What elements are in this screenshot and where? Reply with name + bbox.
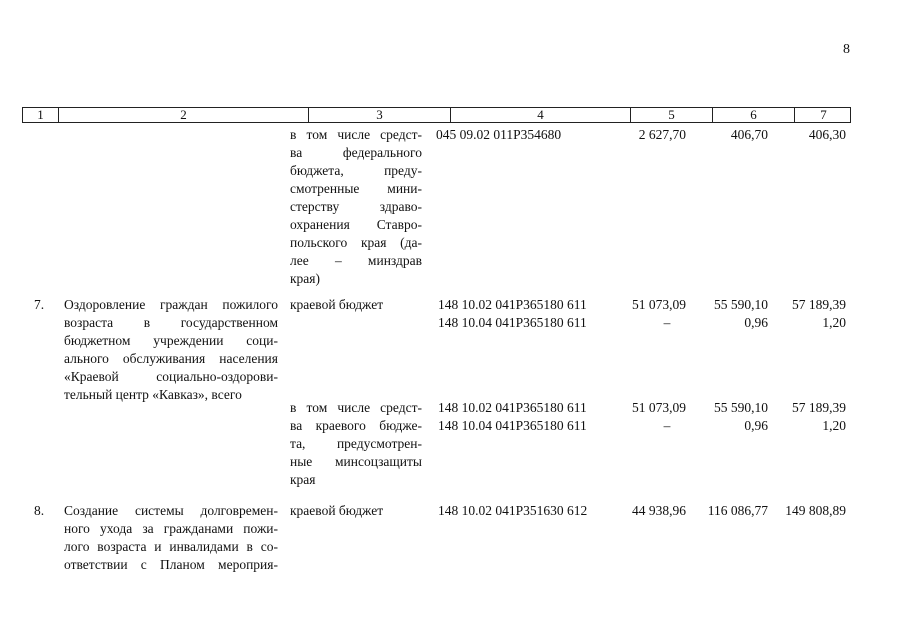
item-number: 7. <box>34 297 45 312</box>
col7-value: 406,30 <box>808 127 846 142</box>
funding-source-cell: в том числе средст- ва федерального бюджета, преду- смотренные мини- стерству здраво- охранения Ставро- польского края (да- лее – минздрав края) <box>290 127 422 286</box>
budget-code-cell: 148 10.02 041Р365180 611 148 10.04 041Р365180 611 <box>438 400 587 433</box>
funding-source-cell: краевой бюджет <box>290 297 384 312</box>
col7-value: 149 808,89 <box>785 503 846 518</box>
budget-code-cell: 045 09.02 011Р354680 <box>436 127 562 142</box>
col7-value: 57 189,39 1,20 <box>792 297 846 330</box>
col7-value: 57 189,39 1,20 <box>792 400 846 433</box>
budget-code-cell: 148 10.02 041Р365180 611 148 10.04 041Р365180 611 <box>438 297 587 330</box>
item-number: 8. <box>34 503 45 518</box>
funding-source-cell: в том числе средст- ва краевого бюдже- та, предусмотрен- ные минсоцзащиты края <box>290 400 422 487</box>
col5-value: 44 938,96 <box>632 503 686 518</box>
item-description: Оздоровление граждан пожилого возраста в государственном бюджетном учреждении соци- ального обслуживания населения «Краевой социально-оздорови- тельный центр «Кавказ», всего <box>64 297 278 402</box>
header-col-1: 1 <box>23 108 59 122</box>
col6-value: 406,70 <box>730 127 768 142</box>
budget-code-cell: 148 10.02 041Р351630 612 <box>438 503 588 518</box>
header-col-6: 6 <box>713 108 795 122</box>
col5-value: 51 073,09 – <box>632 297 686 330</box>
col6-value: 116 086,77 <box>707 503 768 518</box>
col5-value: 2 627,70 <box>638 127 686 142</box>
col5-value: 51 073,09 – <box>632 400 686 433</box>
col6-value: 55 590,10 0,96 <box>714 297 768 330</box>
col6-value: 55 590,10 0,96 <box>714 400 768 433</box>
header-col-7: 7 <box>820 107 827 122</box>
header-col-5: 5 <box>631 108 713 122</box>
page-number: 8 <box>843 42 850 57</box>
header-col-2: 2 <box>59 108 309 122</box>
funding-source-cell: краевой бюджет <box>290 503 384 518</box>
item-description: Создание системы долговремен- ного ухода за гражданами пожи- лого возраста и инвалидами в со- ответствии с Планом мероприя- <box>64 503 278 572</box>
header-col-4: 4 <box>451 108 631 122</box>
header-col-3: 3 <box>309 108 451 122</box>
table-header-row <box>22 107 851 123</box>
